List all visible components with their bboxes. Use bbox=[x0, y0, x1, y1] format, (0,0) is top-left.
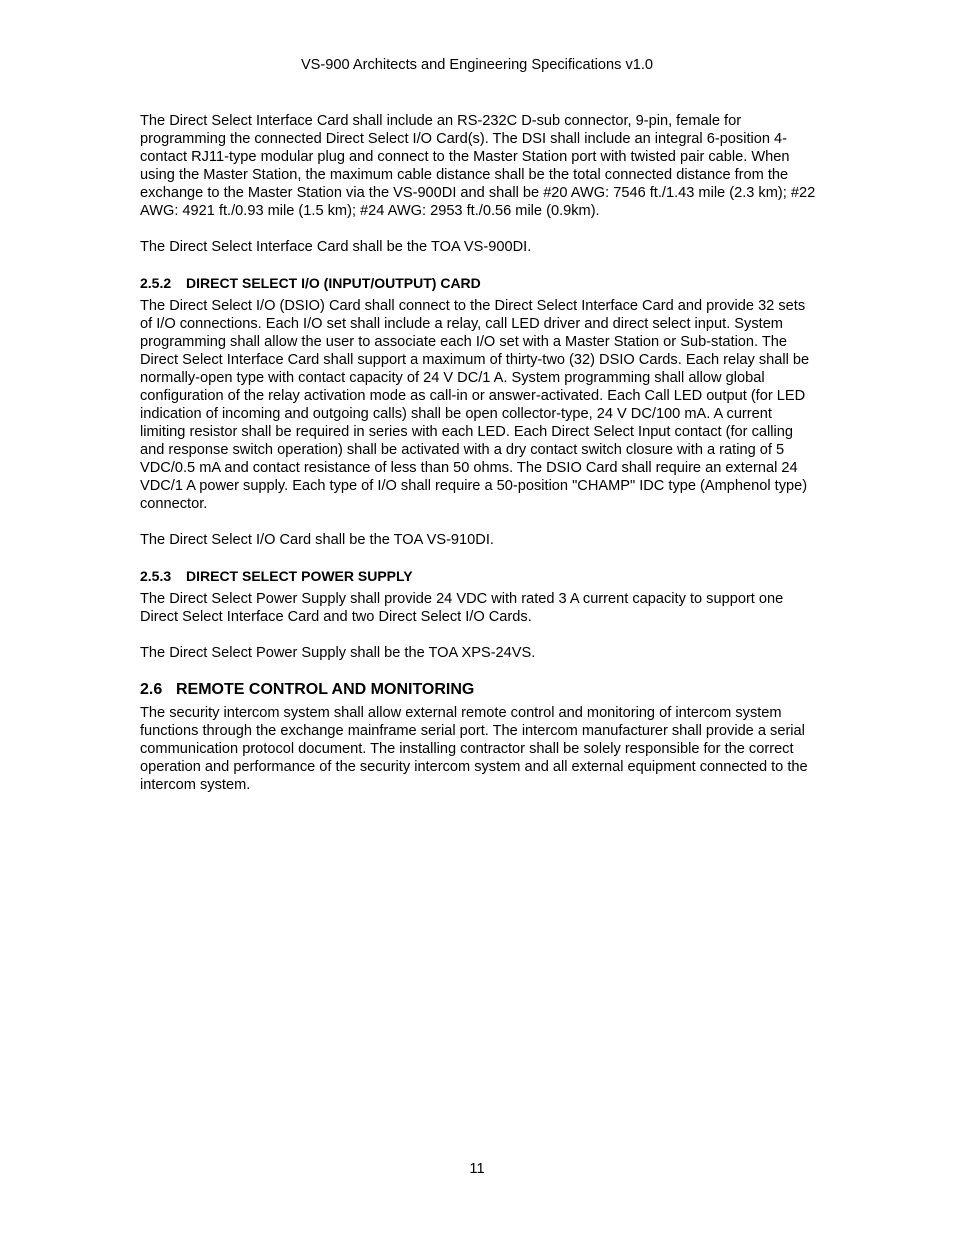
paragraph-dsi-connector: The Direct Select Interface Card shall include an RS-232C D-sub connector, 9-pin, female for programming the connected Direct Select I/O Card(s). The DSI shall include an integral 6-position 4-contact RJ11-type modular plug and connect to the Master Station port with twisted pair cable. When using the Master Station, the maximum cable distance shall be the total connected distance from the exchange to the Master Station via the VS-900DI and shall be #20 AWG: 7546 ft./1.43 mile (2.3 km); #22 AWG: 4921 ft./0.93 mile (1.5 km); #24 AWG: 2953 ft./0.56 mile (0.9km). bbox=[140, 113, 816, 219]
section-number: 2.5.3 bbox=[140, 568, 172, 584]
paragraph-dsio-model: The Direct Select I/O Card shall be the TOA VS-910DI. bbox=[140, 532, 494, 548]
section-number: 2.5.2 bbox=[140, 275, 172, 291]
paragraph-power-supply-model: The Direct Select Power Supply shall be the TOA XPS-24VS. bbox=[140, 645, 536, 661]
heading-2-6 bbox=[140, 680, 818, 700]
heading-2-5-3 bbox=[140, 567, 818, 585]
section-title: DIRECT SELECT I/O (INPUT/OUTPUT) CARD bbox=[186, 275, 481, 291]
paragraph-dsio-description: The Direct Select I/O (DSIO) Card shall connect to the Direct Select Interface Card and provide 32 sets of I/O connections. Each I/O set shall include a relay, call LED driver and direct select input. System programming shall allow the user to associate each I/O set with a Master Station or Sub-station. The Direct Select Interface Card shall support a maximum of thirty-two (32) DSIO Cards. Each relay shall be normally-open type with contact capacity of 24 V DC/1 A. System programming shall allow global configuration of the relay activation mode as call-in or answer-activated. Each Call LED output (for LED indication of incoming and outgoing calls) shall be open collector-type, 24 V DC/100 mA. A current limiting resistor shall be required in series with each LED. Each Direct Select Input contact (for calling and response switch operation) shall be activated with a dry contact switch closure with a rating of 5 VDC/0.5 mA and contact resistance of less than 50 ohms. The DSIO Card shall require an external 24 VDC/1 A power supply. Each type of I/O shall require a 50-position "CHAMP" IDC type (Amphenol type) connector. bbox=[140, 298, 810, 512]
paragraph-dsi-model: The Direct Select Interface Card shall be the TOA VS-900DI. bbox=[140, 239, 532, 255]
section-title: REMOTE CONTROL AND MONITORING bbox=[176, 681, 475, 698]
running-header: VS-900 Architects and Engineering Specifications v1.0 bbox=[300, 57, 654, 73]
document-body bbox=[140, 112, 818, 794]
page-number: 11 bbox=[469, 1161, 485, 1177]
paragraph-power-supply-description: The Direct Select Power Supply shall provide 24 VDC with rated 3 A current capacity to support one Direct Select Interface Card and two Direct Select I/O Cards. bbox=[140, 591, 784, 625]
heading-2-5-2 bbox=[140, 274, 818, 292]
section-number: 2.6 bbox=[140, 681, 163, 698]
paragraph-remote-control: The security intercom system shall allow external remote control and monitoring of intercom system functions through the exchange mainframe serial port. The intercom manufacturer shall provide a serial communication protocol document. The installing contractor shall be solely responsible for the correct operation and performance of the security intercom system and all external equipment connected to the intercom system. bbox=[140, 705, 808, 793]
section-title: DIRECT SELECT POWER SUPPLY bbox=[186, 568, 413, 584]
